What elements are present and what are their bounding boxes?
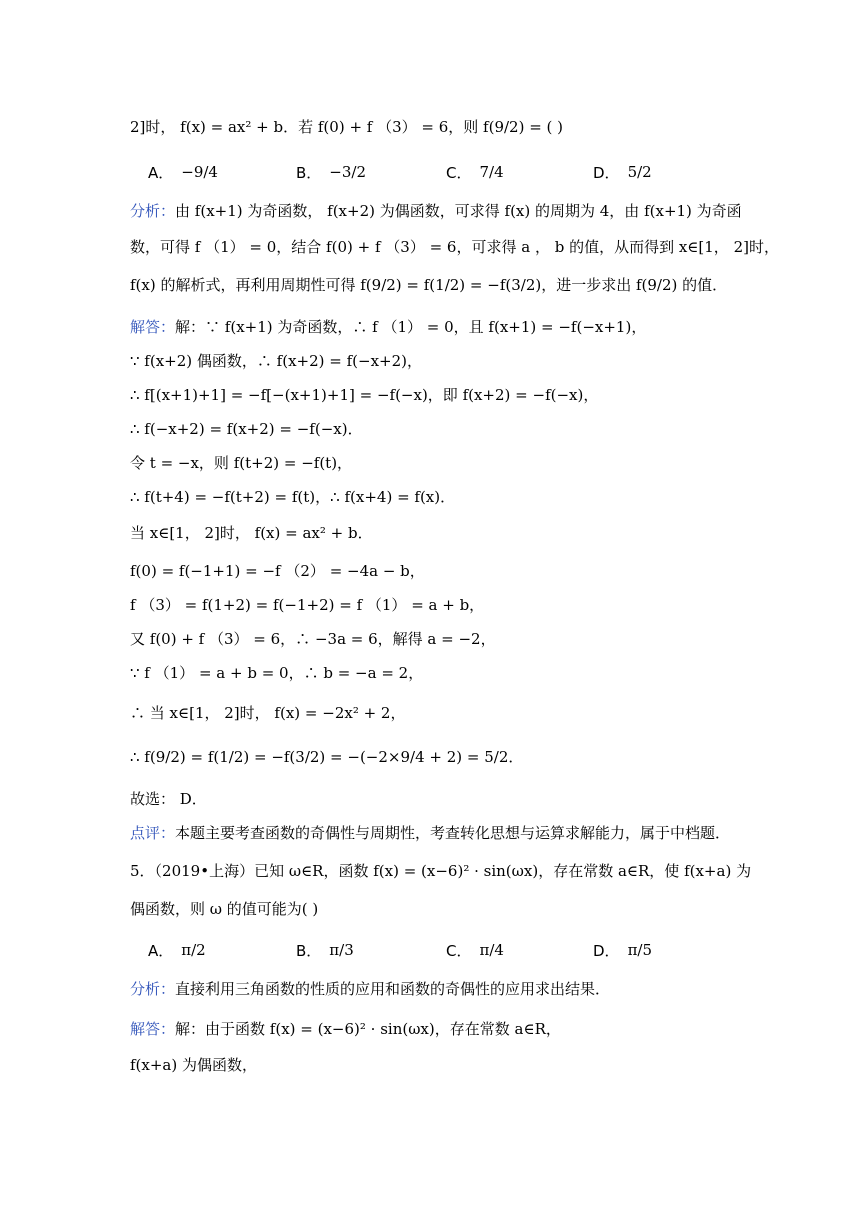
- q4-answer-line-5: 令 t = −x，则 f(t+2) = −f(t)，: [130, 454, 353, 472]
- q4-answer-line-1: 解答：解：∵ f(x+1) 为奇函数，∴ f （1） = 0，且 f(x+1) = −f(−x+1)，: [130, 318, 647, 336]
- q4-answer-line-14: 故选： D．: [130, 790, 207, 808]
- q5-option-b: B． π/3: [296, 941, 354, 960]
- q4-answer-line-12: ∴ 当 x∈[1， 2]时， f(x) = −2x² + 2，: [130, 704, 406, 722]
- q4-answer-line-7: 当 x∈[1， 2]时， f(x) = ax² + b．: [130, 524, 373, 542]
- q4-option-c: C． 7/4: [446, 163, 504, 182]
- q4-analysis-line-2: 数，可得 f （1） = 0，结合 f(0) + f （3） = 6，可求得 a ， b 的值，从而得到 x∈[1， 2]时，: [130, 238, 779, 256]
- q4-option-a: A． −9/4: [148, 163, 218, 182]
- q5-option-d: D． π/5: [593, 941, 653, 960]
- q5-options: [148, 930, 788, 970]
- q4-option-d: D． 5/2: [593, 163, 652, 182]
- q4-answer-line-4: ∴ f(−x+2) = f(x+2) = −f(−x)．: [130, 420, 363, 438]
- q4-answer-line-2: ∵ f(x+2) 偶函数，∴ f(x+2) = f(−x+2)，: [130, 352, 423, 370]
- analysis-tag: 分析：: [130, 980, 176, 998]
- q5-stem-line-2: 偶函数，则 ω 的值可能为( ): [130, 900, 319, 918]
- q5-option-a: A． π/2: [148, 941, 206, 960]
- q5-stem-line-1: 5．（2019•上海）已知 ω∈R，函数 f(x) = (x−6)² · sin(ωx)，存在常数 a∈R，使 f(x+a) 为: [130, 862, 752, 880]
- q4-answer-line-10: 又 f(0) + f （3） = 6，∴ −3a = 6，解得 a = −2，: [130, 630, 496, 648]
- analysis-tag: 分析：: [130, 202, 176, 220]
- q5-answer-line-1: 解答：解：由于函数 f(x) = (x−6)² · sin(ωx)，存在常数 a∈R，: [130, 1020, 561, 1038]
- q4-analysis-line-3: f(x) 的解析式，再利用周期性可得 f(9/2) = f(1/2) = −f(3/2)，进一步求出 f(9/2) 的值．: [130, 276, 728, 294]
- q5-option-c: C． π/4: [446, 941, 504, 960]
- q5-analysis: 分析：直接利用三角函数的性质的应用和函数的奇偶性的应用求出结果．: [130, 980, 611, 998]
- q4-answer-line-3: ∴ f[(x+1)+1] = −f[−(x+1)+1] = −f(−x)，即 f(x+2) = −f(−x)，: [130, 386, 599, 404]
- q4-answer-line-9: f （3） = f(1+2) = f(−1+2) = f （1） = a + b，: [130, 596, 485, 614]
- comment-tag: 点评：: [130, 824, 176, 842]
- q4-stem: 2]时， f(x) = ax² + b．若 f(0) + f （3） = 6，则 f(9/2) = ( ): [130, 118, 564, 136]
- q4-option-b: B． −3/2: [296, 163, 367, 182]
- q4-answer-line-13: ∴ f(9/2) = f(1/2) = −f(3/2) = −(−2×9/4 + 2) = 5/2．: [130, 748, 524, 766]
- answer-tag: 解答：: [130, 318, 176, 336]
- q4-answer-line-8: f(0) = f(−1+1) = −f （2） = −4a − b，: [130, 562, 425, 580]
- q4-answer-line-6: ∴ f(t+4) = −f(t+2) = f(t)，∴ f(x+4) = f(x)．: [130, 488, 456, 506]
- answer-tag: 解答：: [130, 1020, 176, 1038]
- q4-comment: 点评：本题主要考查函数的奇偶性与周期性，考查转化思想与运算求解能力，属于中档题．: [130, 824, 731, 842]
- q4-options: [148, 152, 788, 192]
- q5-answer-line-2: f(x+a) 为偶函数，: [130, 1056, 257, 1074]
- q4-analysis-line-1: 分析：由 f(x+1) 为奇函数， f(x+2) 为偶函数，可求得 f(x) 的周期为 4，由 f(x+1) 为奇函: [130, 202, 742, 220]
- q4-answer-line-11: ∵ f （1） = a + b = 0，∴ b = −a = 2，: [130, 664, 424, 682]
